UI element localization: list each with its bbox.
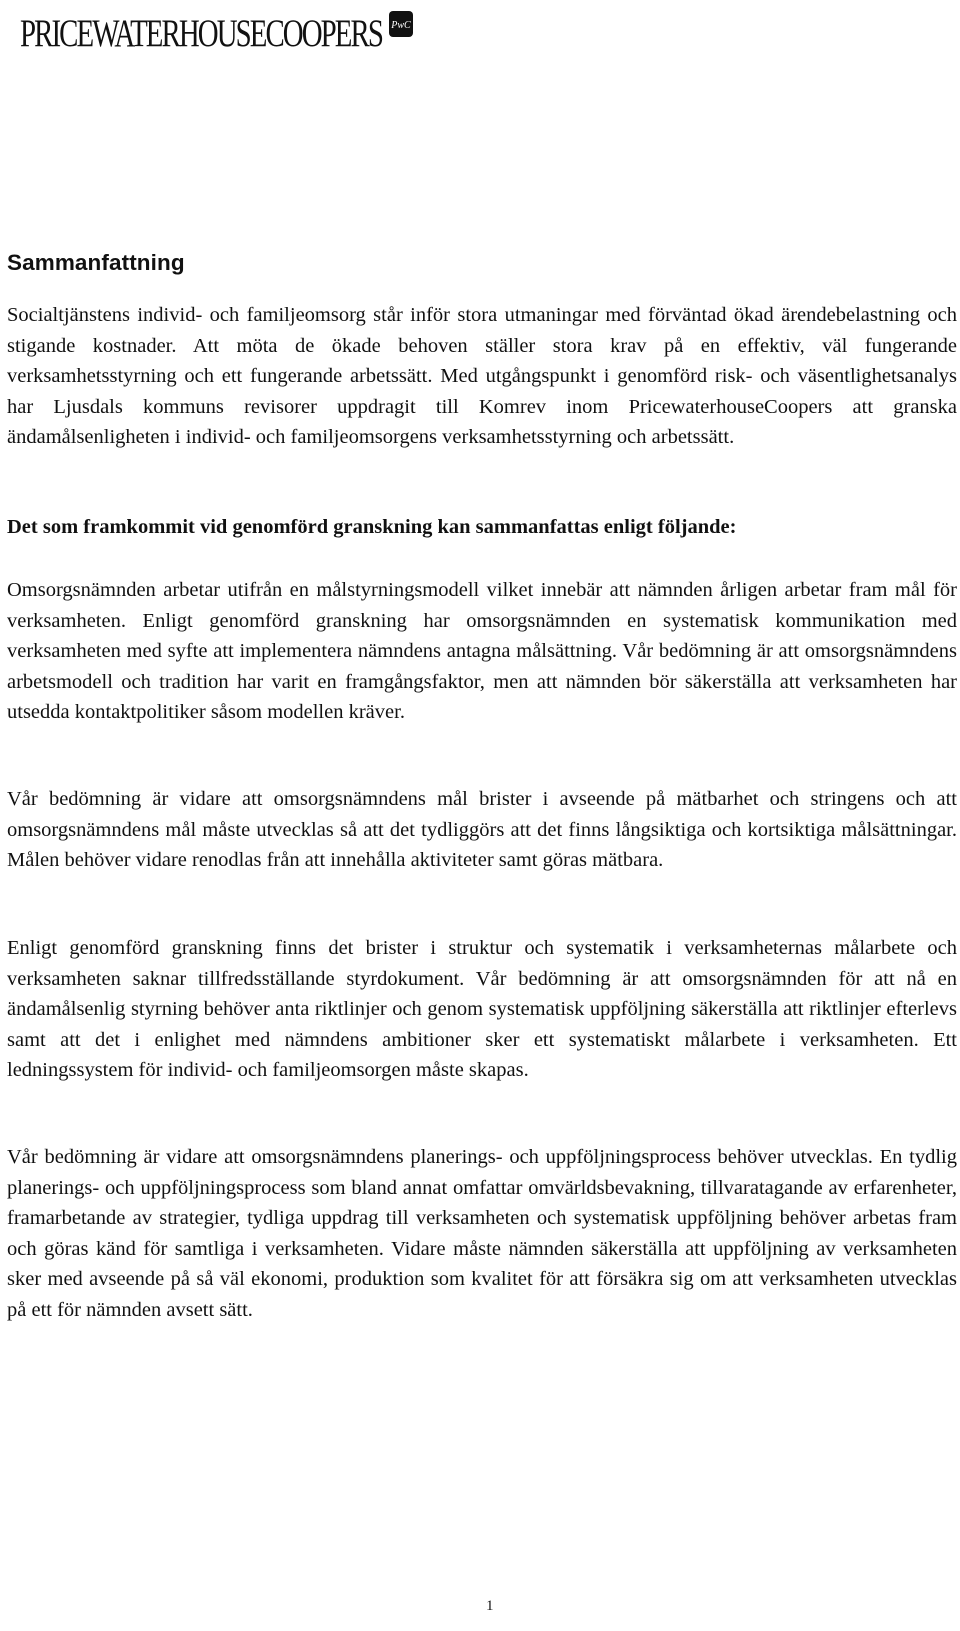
paragraph-structure: Enligt genomförd granskning finns det brister i struktur och systematik i verksamheternas målarbete och verksamheten saknar tillfredsställande styrdokument. Vår bedömning är att omsorgsnämnden för att nå en ändamålsenlig styrning behöver anta riktlinjer och genom systematisk uppföljning säkerställa att riktlinjer efterlevs samt att det i enlighet med nämndens ambitioner sker ett systematiskt målarbete i verksamheten. Ett ledningssystem för individ- och familjeomsorgen måste skapas. [7, 937, 957, 1082]
paragraph-planning-process: Vår bedömning är vidare att omsorgsnämndens planerings- och uppföljningsprocess behöver utvecklas. En tydlig planerings- och uppföljningsprocess som bland annat omfattar omvärldsbevakning, tillvaratagande av erfarenheter, framarbetande av strategier, tydliga uppdrag till verksamheten och systematisk uppföljning behöver arbetas fram och göras känd för samtliga i verksamheten. Vidare måste nämnden säkerställa att uppföljning av verksamheten sker med avseende på så väl ekonomi, produktion som kvalitet för att försäkra sig om att verksamheten utvecklas på ett för nämnden avsett sätt. [7, 1146, 957, 1321]
company-logo [20, 8, 430, 54]
page-number: 1 [486, 1598, 494, 1614]
company-seal-icon [388, 10, 414, 38]
paragraph-goal-model: Omsorgsnämnden arbetar utifrån en målstyrningsmodell vilket innebär att nämnden årligen arbetar fram mål för verksamheten. Enligt genomförd granskning har omsorgsnämnden en systematisk kommunikation med verksamheten med syfte att implementera nämndens antagna målsättning. Vår bedömning är att omsorgsnämndens arbetsmodell och tradition har varit en framgångsfaktor, men att nämnden bör säkerställa att verksamheten har utsedda kontaktpolitiker såsom modellen kräver. [7, 579, 957, 724]
paragraph-measurability: Vår bedömning är vidare att omsorgsnämndens mål brister i avseende på mätbarhet och stringens och att omsorgsnämndens mål måste utvecklas så att det tydliggörs att det finns långsiktiga och kortsiktiga målsättningar. Målen behöver vidare renodlas från att innehålla aktiviteter samt göras mätbara. [7, 788, 957, 872]
paragraph-intro: Socialtjänstens individ- och familjeomsorg står inför stora utmaningar med förväntad ökad ärendebelastning och stigande kostnader. Att möta de ökade behoven ställer stora krav på en effektiv, väl fungerande verksamhetsstyrning och ett fungerande arbetssätt. Med utgångspunkt i genomförd risk- och väsentlighetsanalys har Ljusdals kommuns revisorer uppdragit till Komrev inom PricewaterhouseCoopers att granska ändamålsenligheten i individ- och familjeomsorgens verksamhetsstyrning och arbetssätt. [7, 304, 957, 449]
section-title: Sammanfattning [7, 250, 185, 275]
logo-wordmark: PRICEWATERHOUSECOOPERS [20, 12, 383, 54]
seal-monogram: PwC [391, 20, 411, 31]
paragraph-summary-lead: Det som framkommit vid genomförd granskning kan sammanfattas enligt följande: [7, 516, 737, 538]
